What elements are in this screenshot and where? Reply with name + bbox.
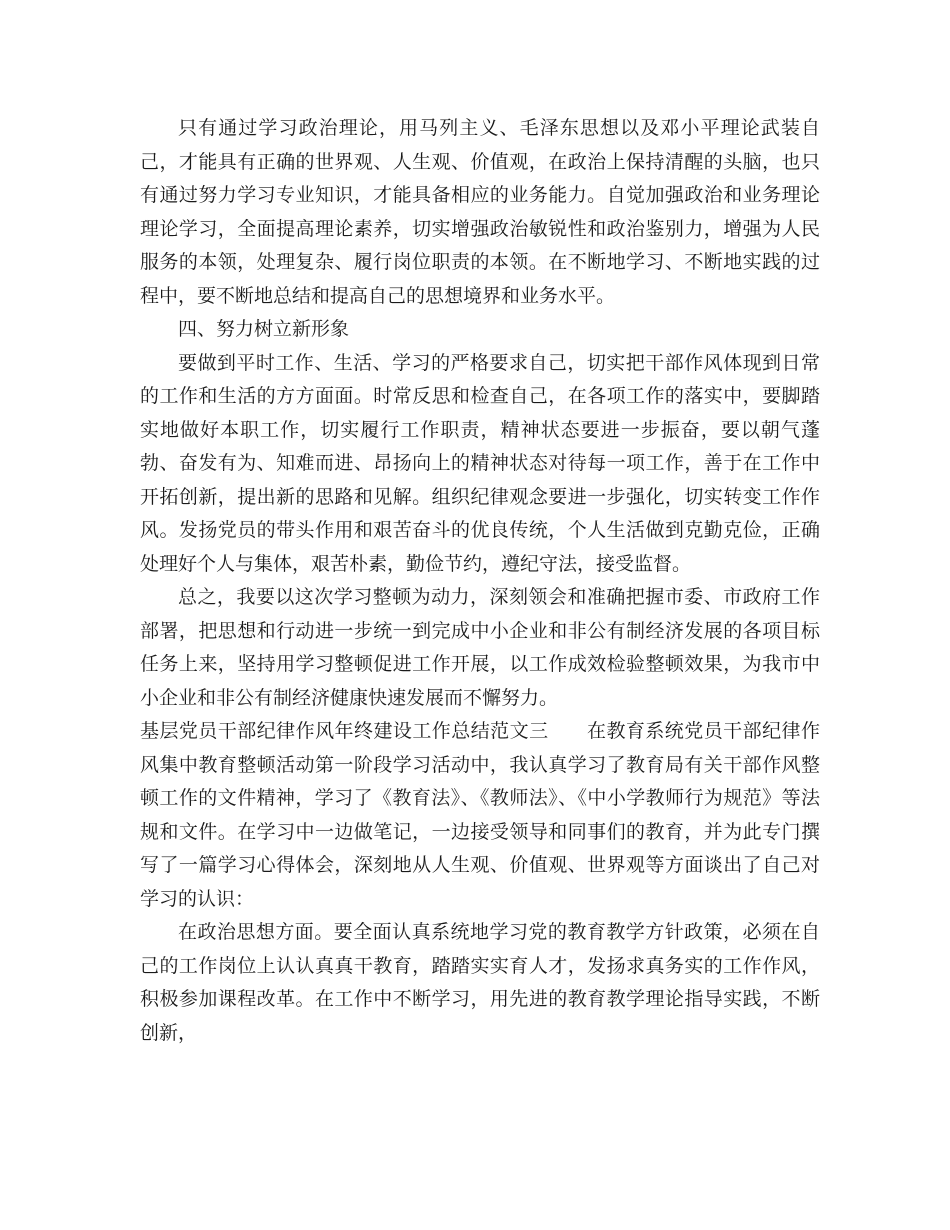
heading-new-image: 四、努力树立新形象: [178, 318, 350, 340]
paragraph-political-thought: 在政治思想方面。要全面认真系统地学习党的教育教学方针政策，必须在自己的工作岗位上认认真真干教育，踏踏实实育人才，发扬求真务实的工作作风，积极参加课程改革。在工作中不断学习，用先进的教育教学理论指导实践，不断创新，: [140, 921, 820, 1044]
section-block: [140, 715, 820, 916]
paragraph-political-theory: 只有通过学习政治理论，用马列主义、毛泽东思想以及邓小平理论武装自己，才能具有正确的世界观、人生观、价值观，在政治上保持清醒的头脑，也只有通过努力学习专业知识，才能具备相应的业务能力。自觉加强政治和业务理论理论学习，全面提高理论素养，切实增强政治敏锐性和政治鉴别力，增强为人民服务的本领，处理复杂、履行岗位职责的本领。在不断地学习、不断地实践的过程中，要不断地总结和提高自己的思想境界和业务水平。: [140, 117, 820, 307]
paragraph-conclusion: 总之，我要以这次学习整顿为动力，深刻领会和准确把握市委、市政府工作部署，把思想和行动进一步统一到完成中小企业和非公有制经济发展的各项目标任务上来，坚持用学习整顿促进工作开展，以工作成效检验整顿效果，为我市中小企业和非公有制经济健康快速发展而不懈努力。: [140, 586, 820, 709]
section-title: 基层党员干部纪律作风年终建设工作总结范文三: [140, 720, 549, 742]
document-body: [140, 112, 820, 1050]
paragraph-daily-conduct: 要做到平时工作、生活、学习的严格要求自己，切实把干部作风体现到日常的工作和生活的方方面面。时常反思和检查自己，在各项工作的落实中，要脚踏实地做好本职工作，切实履行工作职责，精神状态要进一步振奋，要以朝气蓬勃、奋发有为、知难而进、昂扬向上的精神状态对待每一项工作，善于在工作中开拓创新，提出新的思路和见解。组织纪律观念要进一步强化，切实转变工作作风。发扬党员的带头作用和艰苦奋斗的优良传统，个人生活做到克勤克俭，正确处理好个人与集体，艰苦朴素，勤俭节约，遵纪守法，接受监督。: [140, 351, 820, 575]
section-intro: 在教育系统党员干部纪律作风集中教育整顿活动第一阶段学习活动中，我认真学习了教育局有关干部作风整顿工作的文件精神，学习了《教育法》、《教师法》、《中小学教师行为规范》等法规和文件。在学习中一边做笔记，一边接受领导和同事们的教育，并为此专门撰写了一篇学习心得体会，深刻地从人生观、价值观、世界观等方面谈出了自己对学习的认识：: [140, 720, 820, 910]
